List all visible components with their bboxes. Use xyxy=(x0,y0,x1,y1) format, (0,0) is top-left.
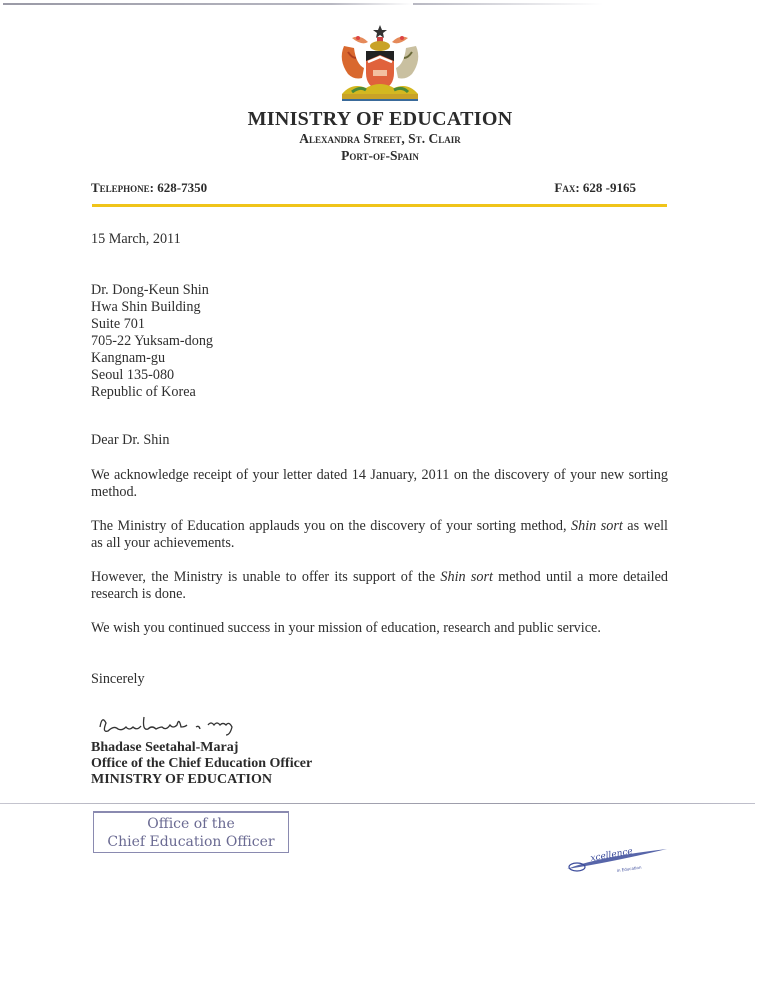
paragraph-support xyxy=(91,569,668,603)
signatory-office: Office of the Chief Education Officer xyxy=(91,756,313,771)
signatory-ministry: MINISTRY OF EDUCATION xyxy=(91,772,273,787)
svg-text:xcellence: xcellence xyxy=(589,846,634,864)
paragraph-text: method until a more detailed research is done. xyxy=(91,569,668,602)
telephone-number: Telephone: 628-7350 xyxy=(91,180,208,195)
recipient-line: Republic of Korea xyxy=(91,384,196,400)
svg-text:in Education: in Education xyxy=(616,864,642,873)
recipient-line: Dr. Dong-Keun Shin xyxy=(91,282,209,298)
office-stamp xyxy=(93,811,289,853)
paragraph-text: The Ministry of Education applauds you on the discovery of your sorting method, xyxy=(91,518,572,534)
ministry-title: MINISTRY OF EDUCATION xyxy=(247,108,513,130)
scan-top-edge-line-fade xyxy=(413,3,603,5)
scan-fold-line xyxy=(0,803,755,804)
shin-sort-term: Shin sort xyxy=(571,518,623,534)
recipient-line: Suite 701 xyxy=(91,316,145,332)
paragraph-applause xyxy=(91,518,668,552)
stamp-line: Office of the xyxy=(147,816,235,832)
paragraph-wishes: We wish you continued success in your mission of education, research and public service. xyxy=(91,620,601,636)
scan-top-edge-line xyxy=(3,3,413,5)
signature-block xyxy=(91,740,312,788)
stamp-line: Chief Education Officer xyxy=(107,834,275,850)
paragraph-text: as well as all your achievements. xyxy=(91,518,669,551)
recipient-line: Seoul 135-080 xyxy=(91,367,175,383)
excellence-logo-icon xyxy=(565,845,670,877)
paragraph-acknowledgement: We acknowledge receipt of your letter dated 14 January, 2011 on the discovery of your new sorting method. xyxy=(91,467,668,500)
paragraph-text: However, the Ministry is unable to offer its support of the xyxy=(91,569,441,585)
recipient-line: Kangnam-gu xyxy=(91,350,166,366)
recipient-address xyxy=(91,282,213,401)
ministry-address-street: Alexandra Street, St. Clair xyxy=(299,131,461,146)
shin-sort-term: Shin sort xyxy=(440,569,493,585)
ministry-address-city: Port-of-Spain xyxy=(341,148,419,163)
fax-number: Fax: 628 -9165 xyxy=(554,180,636,195)
letterhead-divider xyxy=(92,204,667,207)
letter-date: 15 March, 2011 xyxy=(91,231,181,247)
handwritten-signature-icon xyxy=(96,713,266,737)
recipient-line: Hwa Shin Building xyxy=(91,299,201,315)
salutation: Dear Dr. Shin xyxy=(91,432,170,448)
recipient-line: 705-22 Yuksam-dong xyxy=(91,333,214,349)
coat-of-arms-icon xyxy=(322,24,438,106)
signatory-name: Bhadase Seetahal-Maraj xyxy=(91,740,239,755)
closing: Sincerely xyxy=(91,671,145,687)
